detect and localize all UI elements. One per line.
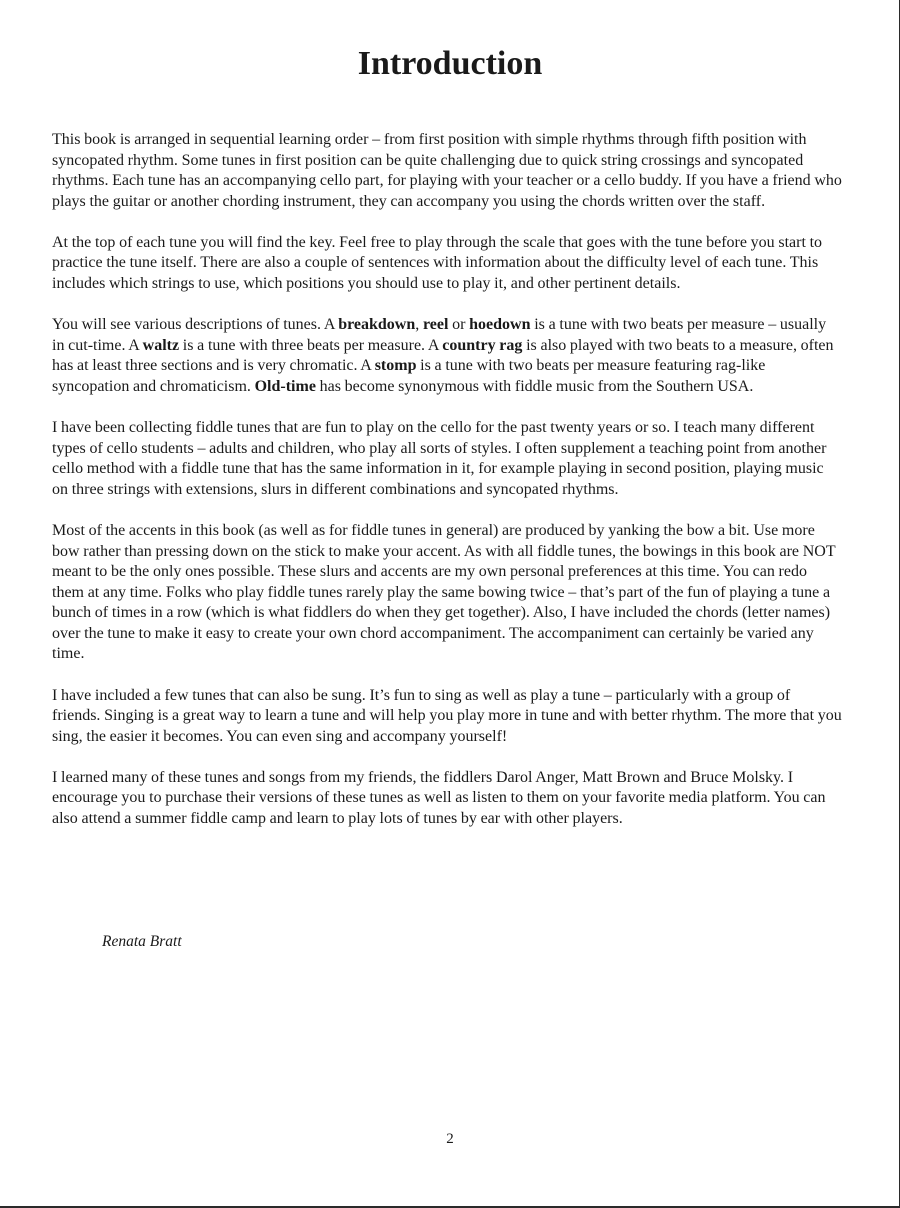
page-number: 2: [446, 1131, 454, 1147]
paragraph-text: or: [448, 316, 470, 334]
paragraph-text: This book is arranged in sequential learning order – from first position with simple rhythms through fifth position with syncopated rhythm. Some tunes in first position can be quite challenging due to quick string crossings and syncopated rhythms. Each tune has an accompanying cello part, for playing with your teacher or a cello buddy. If you have a friend who plays the guitar or another chording instrument, they can accompany you using the chords written over the staff.: [52, 131, 842, 210]
term-old-time: Old-time: [254, 377, 316, 395]
body-text: [52, 130, 842, 850]
paragraph-text: At the top of each tune you will find the key. Feel free to play through the scale that goes with the tune before you start to practice the tune itself. There are also a couple of sentences with information about the difficulty level of each tune. This includes which strings to use, which positions you should use to play it, and other pertinent details.: [52, 233, 823, 293]
paragraph-text: has become synonymous with fiddle music from the Southern USA.: [315, 377, 754, 395]
paragraph-tune-descriptions: [52, 315, 842, 397]
paragraph-text: I have included a few tunes that can also be sung. It’s fun to sing as well as play a tune – particularly with a group of friends. Singing is a great way to learn a tune and will help you play more in tune and with better rhythm. The more that you sing, the easier it becomes. You can even sing and accompany yourself!: [52, 686, 842, 745]
term-hoedown: hoedown: [469, 316, 531, 334]
paragraph-text: You will see various descriptions of tunes. A: [52, 316, 339, 334]
paragraph-text: I learned many of these tunes and songs from my friends, the fiddlers Darol Anger, Matt Brown and Bruce Molsky. I encourage you to purchase their versions of these tunes as well as listen to them on your favorite media platform. You can also attend a summer fiddle camp and learn to play lots of tunes by ear with other players.: [52, 768, 826, 828]
term-reel: reel: [422, 316, 449, 334]
paragraph-text: is a tune with two beats per measure featuring rag-like syncopation and chromaticism.: [52, 357, 766, 395]
term-stomp: stomp: [374, 357, 417, 375]
paragraph-key-and-difficulty: [52, 233, 842, 295]
paragraph-sequential-order: [52, 130, 842, 212]
term-waltz: waltz: [142, 336, 180, 354]
paragraph-accents-and-bowings: [52, 521, 842, 665]
term-breakdown: breakdown: [338, 316, 416, 334]
paragraph-singing: [52, 686, 842, 748]
term-country-rag: country rag: [442, 336, 523, 354]
paragraph-text: is a tune with two beats per measure – usually in cut-time. A: [52, 316, 827, 354]
paragraph-collecting-tunes: [52, 418, 842, 500]
author-signature: Renata Bratt: [102, 933, 182, 950]
paragraph-text: is a tune with three beats per measure. A: [179, 336, 443, 354]
page-title: Introduction: [357, 45, 543, 82]
paragraph-acknowledgements: [52, 768, 842, 830]
paragraph-text: I have been collecting fiddle tunes that are fun to play on the cello for the past twenty years or so. I teach many different types of cello students – adults and children, who play all sorts of styles. I often supplement a teaching point from another cello method with a fiddle tune that has the same information in it, for example playing in second position, playing music on three strings with extensions, slurs in different combinations and syncopated rhythms.: [52, 419, 827, 498]
paragraph-text: ,: [415, 316, 423, 334]
paragraph-text: is also played with two beats to a measure, often has at least three sections and is very chromatic. A: [52, 336, 834, 375]
paragraph-text: Most of the accents in this book (as well as for fiddle tunes in general) are produced by yanking the bow a bit. Use more bow rather than pressing down on the stick to make your accent. As with all fiddle tunes, the bowings in this book are NOT meant to be the only ones possible. These slurs and accents are my own personal preferences at this time. You can redo them at any time. Folks who play fiddle tunes rarely play the same bowing twice – that’s part of the fun of playing a tune a bunch of times in a row (which is what fiddlers do when they get together). Also, I have included the chords (letter names) over the tune to make it easy to create your own chord accompaniment. The accompaniment can certainly be varied any time.: [52, 521, 836, 663]
